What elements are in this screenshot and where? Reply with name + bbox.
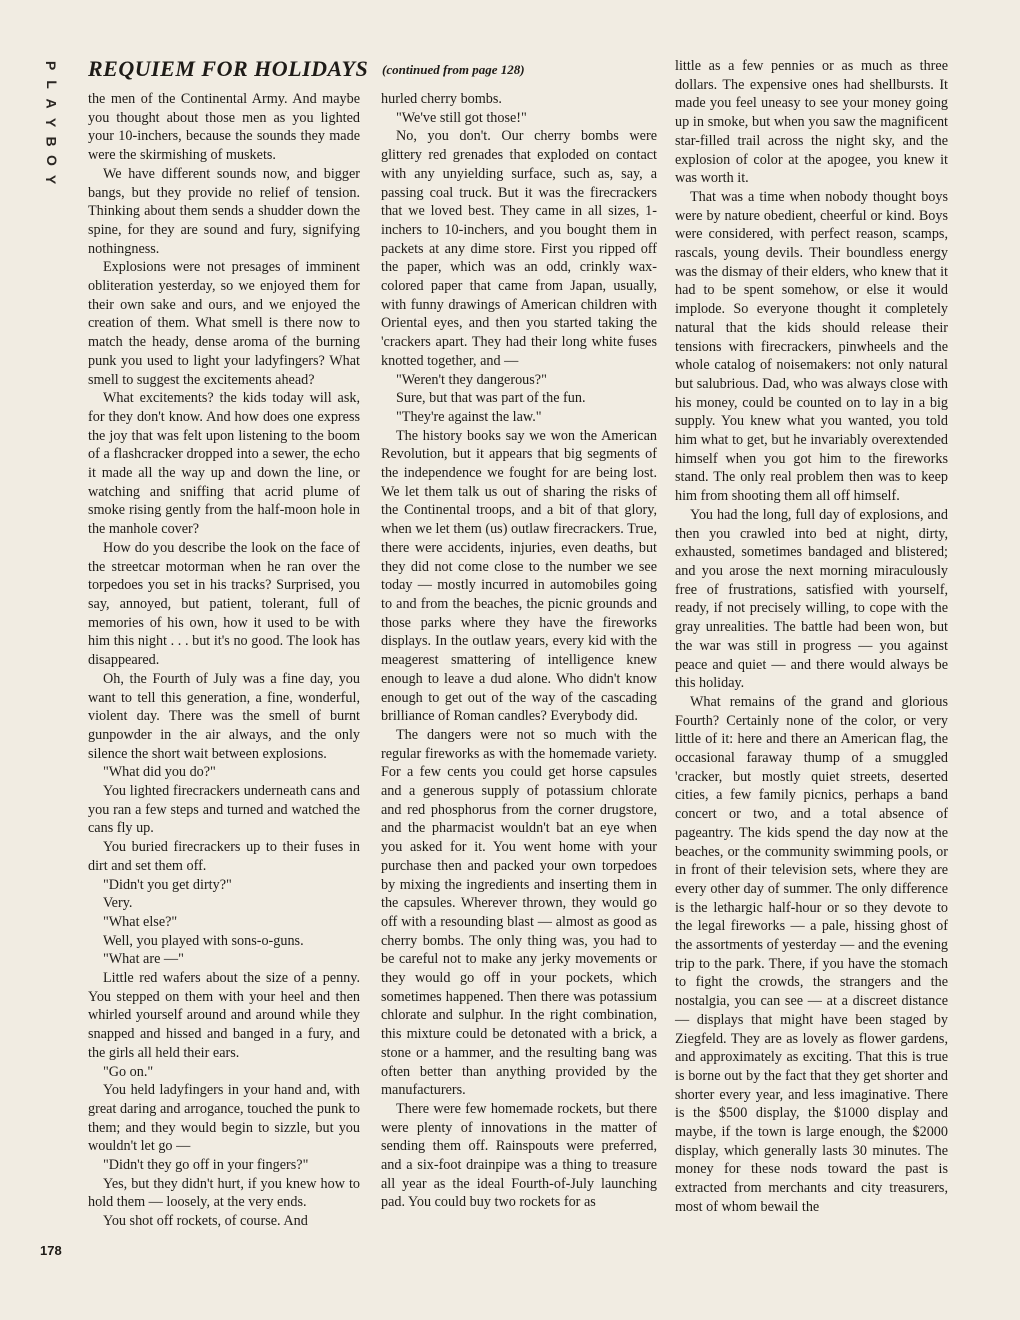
paragraph: The dangers were not so much with the regular fireworks as with the homemade variety. For a few cents you could get horse capsules and a generous supply of potassium chlorate and red phosphorus from the corner drugstore, and the pharmacist wouldn't bat an eye when you asked for it. You went home with your purchase then and packed your own torpedoes by mixing the ingredients and inserting them in the capsules. Wherever thrown, they would go off with a resounding blast — almost as good as cherry bombs. The only thing was, you had to be careful not to make any jerky movements or they would go off in your pockets, which sometimes happened. Then there was potassium chlorate and sulphur. In the right combination, this mixture could be detonated with a brick, a stone or a hammer, and the resulting bang was often better than anything provided by the manufacturers. — [381, 726, 657, 1099]
paragraph: The history books say we won the American Revolution, but it appears that big segments of the independence we fought for are being lost. We let them talk us out of sharing the risks of the Continental troops, and a bit of that glory, when we let them (us) outlaw firecrackers. True, there were accidents, injuries, even deaths, but they did not come close to the number we see today — mostly incurred in automobiles going to and from the beaches, the picnic grounds and those parks where they have the fireworks displays. In the outlaw years, every kid with the meagerest smattering of intelligence knew enough to leave a dud alone. Who didn't know enough to get out of the way of the cascading brilliance of Roman candles? Everybody did. — [381, 427, 657, 725]
paragraph: Little red wafers about the size of a penny. You stepped on them with your heel and then whirled yourself around and around while they snapped and hissed and banged in a fury, and the girls all held their ears. — [88, 970, 360, 1061]
paragraph: "Go on." — [103, 1063, 154, 1080]
spine-letter: Y — [43, 117, 60, 128]
spine-letter: B — [43, 136, 60, 147]
paragraph: We have different sounds now, and bigger bangs, but they provide no relief of tension. Thinking about them sends a shudder down the spine, for they are sound and fury, signifying nothingness. — [88, 165, 360, 257]
spine-letter: O — [43, 155, 60, 166]
text-column-1 — [88, 90, 360, 1231]
paragraph: "What did you do?" — [103, 764, 216, 781]
paragraph: There were few homemade rockets, but there were plenty of innovations in the matter of sending them off. Rainspouts were preferred, and a six-foot drainpipe was a thing to treasure all year as the ideal Fourth-of-July launching pad. You could buy two rockets for as — [381, 1100, 657, 1211]
paragraph: That was a time when nobody thought boys were by nature obedient, cheerful or kind. Boys were considered, with perfect reason, scamps, rascals, young devils. Their boundless energy was the dismay of their elders, who knew that it had to be spent somehow, or else it would implode. So everyone thought it completely natural that the kids should release their tensions with firecrackers, pinwheels and the whole catalog of noisemakers: not only natural but salubrious. Dad, who was always close with his money, could be counted on to lay in a big supply. You knew what you wanted, you told him what to get, but he invariably overextended himself when you got him to the fireworks stand. The only real problem then was to keep him from shooting them all off himself. — [675, 188, 948, 505]
spine-letter: L — [43, 80, 60, 89]
paragraph: You shot off rockets, of course. And — [103, 1213, 308, 1230]
paragraph: "What else?" — [103, 913, 178, 930]
paragraph: "We've still got those!" — [396, 109, 527, 126]
text-column-2 — [381, 90, 657, 1212]
paragraph: You had the long, full day of explosions, and then you crawled into bed at night, dirty, exhausted, sometimes bandaged and blistered; and you arose the next morning miraculously free of frustrations, satisfied with yourself, ready, if not precisely willing, to cope with the gray unrealities. The battle had been won, but the war was still in progress — you against peace and quiet — and there would always be this holiday. — [675, 506, 948, 692]
paragraph: What excitements? the kids today will ask, for they don't know. And how does one express the joy that was felt upon listening to the boom of a flashcracker dropped into a sewer, the echo it made all the way up and down the line, or watching and sniffing that acrid plume of smoke rising gently from the half-moon hole in the manhole cover? — [88, 390, 360, 538]
article-title: REQUIEM FOR HOLIDAYS — [88, 56, 369, 81]
paragraph: Explosions were not presages of imminent obliteration yesterday, so we enjoyed them for their own sake and ours, and we enjoyed the creation of them. What smell is there now to match the heady, dense aroma of the burning punk you used to light your ladyfingers? What smell to suggest the excitements ahead? — [88, 259, 360, 388]
paragraph: What remains of the grand and glorious Fourth? Certainly none of the color, or very little of it: here and there an American flag, the occasional faraway thump of a smuggled 'cracker, but mostly quiet streets, deserted cities, a few family picnics, perhaps a band concert or two, and a total absence of pageantry. The kids spend the day now at the beaches, or the community swimming pools, or in front of their television sets, where they are every other day of summer. The only difference is the lethargic half-hour or so they devote to the legal fireworks — a pale, hissing ghost of the assortments of yesterday — and the evening trip to the park. There, if you have the stomach to fight the crowds, the strangers and the nostalgia, you can see — at a discreet distance — displays that might have been staged by Ziegfeld. They are as lovely as flower gardens, and approximately as exciting. That this is true is borne out by the fact that they get shorter and shorter every year, and less imaginative. There is the $500 display, the $1000 display and maybe, if the town is large enough, the $2000 display, which generally lasts 30 minutes. The money for these nods toward the past is extracted from merchants and city treasurers, most of whom bewail the — [675, 693, 948, 1215]
paragraph: "They're against the law." — [396, 408, 542, 425]
paragraph: "What are —" — [103, 951, 184, 968]
spine-letter: Y — [43, 174, 60, 185]
paragraph: You buried firecrackers up to their fuses in dirt and set them off. — [88, 839, 360, 874]
paragraph: the men of the Continental Army. And maybe you thought about those men as you lighted your 10-inchers, because the sounds they made were the skirmishing of muskets. — [88, 91, 360, 164]
spine-letter: P — [43, 60, 60, 71]
paragraph: Sure, but that was part of the fun. — [396, 390, 586, 407]
spine-letter: A — [43, 98, 60, 109]
paragraph: "Didn't they go off in your fingers?" — [103, 1157, 309, 1174]
paragraph: hurled cherry bombs. — [381, 91, 502, 107]
paragraph: "Didn't you get dirty?" — [103, 876, 232, 893]
paragraph: little as a few pennies or as much as three dollars. The expensive ones had shellbursts. It made you feel uneasy to see your money going up in smoke, but when you saw the magnificent star-filled trail across the night sky, and the explosion of color at the apogee, you knew it was worth it. — [675, 58, 948, 187]
continued-note: (continued from page 128) — [382, 62, 525, 77]
paragraph: No, you don't. Our cherry bombs were glittery red grenades that exploded on contact with any unyielding surface, such as, say, a passing coal truck. But it was the firecrackers that we loved best. They came in all sizes, 1-inchers to 10-inchers, and you bought them in packets at any dime store. First you ripped off the paper, which was an odd, crinkly wax-colored paper that came from Japan, usually, with funny drawings of American children with Oriental eyes, and then you started taking the 'crackers apart. They had their long white fuses knotted together, and — — [381, 128, 657, 369]
text-column-3 — [675, 57, 948, 1217]
paragraph: Very. — [103, 895, 133, 912]
paragraph: Well, you played with sons-o-guns. — [103, 932, 304, 949]
paragraph: Oh, the Fourth of July was a fine day, you want to tell this generation, a fine, wonderful, violent day. There was the smell of burnt gunpowder in the air always, and the only silence the short wait between explosions. — [88, 670, 360, 762]
paragraph: Yes, but they didn't hurt, if you knew how to hold them — loosely, at the very ends. — [88, 1175, 360, 1211]
paragraph: You held ladyfingers in your hand and, with great daring and arrogance, touched the punk to them; and they would begin to sizzle, but you wouldn't let go — — [88, 1082, 360, 1155]
paragraph: How do you describe the look on the face of the streetcar motorman when he ran over the torpedoes you set in his tracks? Surprised, you say, annoyed, but patient, tolerant, full of memories of his own, how it used to be with him this night . . . but it's no good. The look has disappeared. — [88, 539, 360, 669]
magazine-spine-title — [40, 56, 62, 189]
paragraph: You lighted firecrackers underneath cans and you ran a few steps and turned and watched the cans fly up. — [88, 783, 360, 837]
paragraph: "Weren't they dangerous?" — [396, 371, 547, 388]
page-number: 178 — [40, 1243, 62, 1258]
